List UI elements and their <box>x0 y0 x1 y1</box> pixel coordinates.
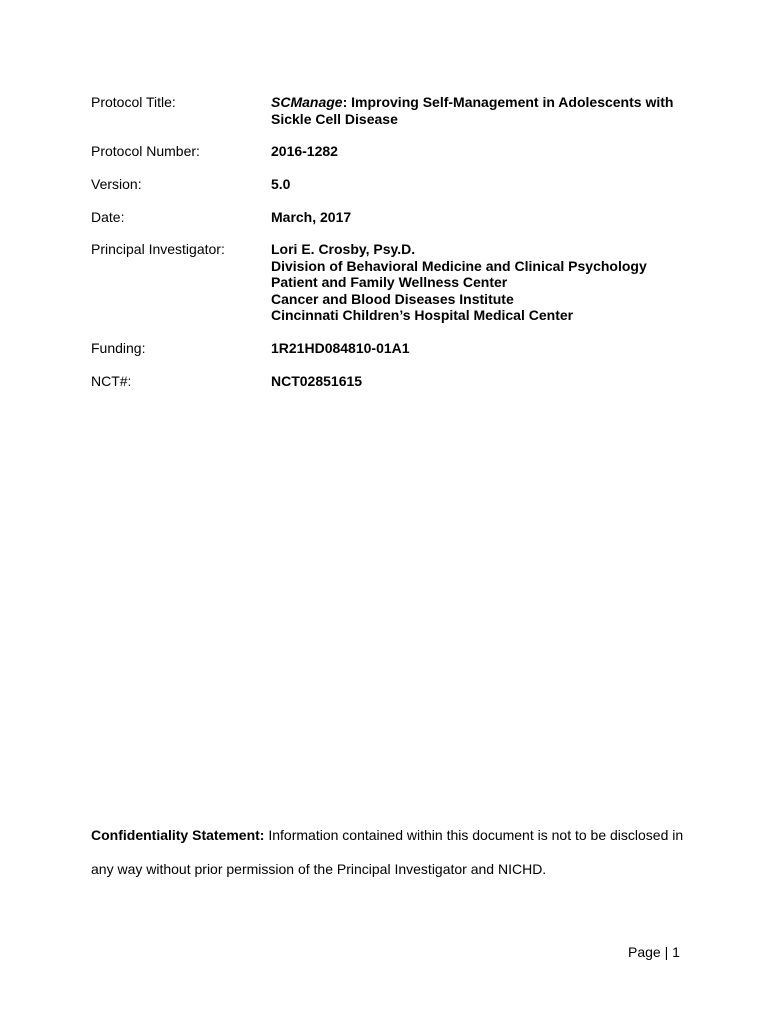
funding-value: 1R21HD084810-01A1 <box>271 340 410 356</box>
nct-label: NCT#: <box>91 373 132 389</box>
nct-value: NCT02851615 <box>271 373 363 389</box>
protocol-number-value: 2016-1282 <box>271 143 338 159</box>
page-number: Page | 1 <box>628 944 680 960</box>
date-label: Date: <box>91 209 125 225</box>
protocol-number-label: Protocol Number: <box>91 143 200 159</box>
version-label: Version: <box>91 176 142 192</box>
confidentiality-line-1 <box>91 827 691 844</box>
pi-division: Division of Behavioral Medicine and Clinical Psychology <box>271 257 647 274</box>
protocol-title-value <box>271 94 691 127</box>
protocol-title-line-2: Sickle Cell Disease <box>271 110 398 127</box>
confidentiality-text-1: Information contained within this document is not to be disclosed in <box>264 827 684 843</box>
protocol-title-line-1 <box>271 94 691 111</box>
confidentiality-line-2: any way without prior permission of the Principal Investigator and NICHD. <box>91 861 547 877</box>
protocol-title-italic: SCManage <box>271 94 343 110</box>
version-value: 5.0 <box>271 176 291 192</box>
date-value: March, 2017 <box>271 209 352 225</box>
pi-center: Patient and Family Wellness Center <box>271 274 508 290</box>
principal-investigator-value <box>271 241 691 324</box>
pi-name: Lori E. Crosby, Psy.D. <box>271 241 416 257</box>
confidentiality-heading: Confidentiality Statement: <box>91 827 265 843</box>
pi-institute: Cancer and Blood Diseases Institute <box>271 290 514 307</box>
funding-label: Funding: <box>91 340 146 356</box>
protocol-title-rest: : Improving Self-Management in Adolescents with <box>342 94 674 110</box>
principal-investigator-label: Principal Investigator: <box>91 241 225 257</box>
pi-hospital: Cincinnati Children’s Hospital Medical Center <box>271 307 574 323</box>
protocol-title-label: Protocol Title: <box>91 94 176 110</box>
